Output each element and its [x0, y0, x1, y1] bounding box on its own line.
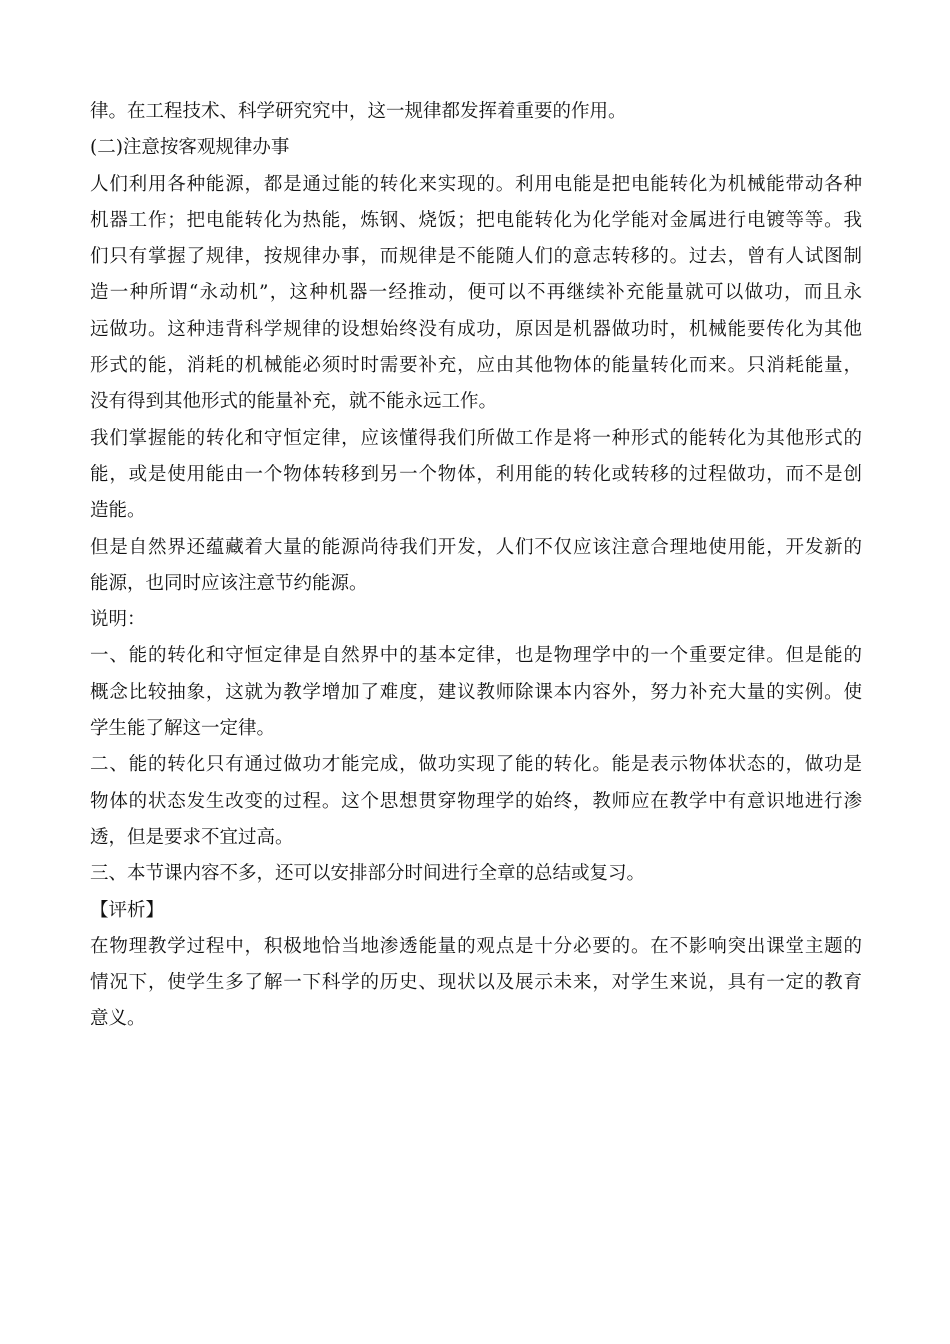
text-line: 一、能的转化和守恒定律是自然界中的基本定律，也是物理学中的一个重要定律。但是能的 [90, 645, 862, 667]
text-line: 说明： [90, 609, 146, 631]
text-line: 律。在工程技术、科学研究究中，这一规律都发挥着重要的作用。 [90, 101, 627, 122]
text-line: 学生能了解这一定律。 [90, 718, 276, 740]
text-line: 情况下，使学生多了解一下科学的历史、现状以及展示未来，对学生来说，具有一定的教育 [90, 972, 862, 994]
text-line: 形式的能，消耗的机械能必须时时需要补充，应由其他物体的能量转化而来。只消耗能量， [90, 355, 862, 377]
text-line: 但是自然界还蕴藏着大量的能源尚待我们开发，人们不仅应该注意合理地使用能，开发新的 [90, 536, 862, 558]
text-line: 透，但是要求不宜过高。 [90, 826, 294, 848]
text-line: 远做功。这种违背科学规律的设想始终没有成功，原因是机器做功时，机械能要传化为其他 [90, 318, 862, 340]
text-line: 能源，也同时应该注意节约能源。 [90, 572, 368, 594]
text-line: 意义。 [90, 1008, 146, 1030]
text-line: 三、本节课内容不多，还可以安排部分时间进行全章的总结或复习。 [90, 863, 646, 885]
text-line: 物体的状态发生改变的过程。这个思想贯穿物理学的始终，教师应在教学中有意识地进行渗 [90, 790, 862, 812]
text-line: 能，或是使用能由一个物体转移到另一个物体，利用能的转化或转移的过程做功，而不是创 [90, 463, 862, 485]
text-line: 【评析】 [90, 899, 165, 921]
text-line: 没有得到其他形式的能量补充，就不能永远工作。 [90, 391, 498, 413]
text-line: (二)注意按客观规律办事 [90, 137, 290, 159]
text-line: 们只有掌握了规律，按规律办事，而规律是不能随人们的意志转移的。过去，曾有人试图制 [90, 246, 862, 268]
text-line: 我们掌握能的转化和守恒定律，应该懂得我们所做工作是将一种形式的能转化为其他形式的 [90, 427, 862, 449]
text-line: 造一种所谓“永动机”，这种机器一经推动，便可以不再继续补充能量就可以做功，而且永 [90, 282, 862, 304]
text-line: 人们利用各种能源，都是通过能的转化来实现的。利用电能是把电能转化为机械能带动各种 [90, 173, 862, 195]
text-line: 造能。 [90, 500, 146, 522]
document-page [90, 94, 862, 1038]
text-line: 在物理教学过程中，积极地恰当地渗透能量的观点是十分必要的。在不影响突出课堂主题的 [90, 935, 862, 957]
text-line: 二、能的转化只有通过做功才能完成，做功实现了能的转化。能是表示物体状态的，做功是 [90, 754, 862, 776]
text-line: 机器工作；把电能转化为热能，炼钢、烧饭；把电能转化为化学能对金属进行电镀等等。我 [90, 209, 862, 231]
text-line: 概念比较抽象，这就为教学增加了难度，建议教师除课本内容外，努力补充大量的实例。使 [90, 681, 862, 703]
